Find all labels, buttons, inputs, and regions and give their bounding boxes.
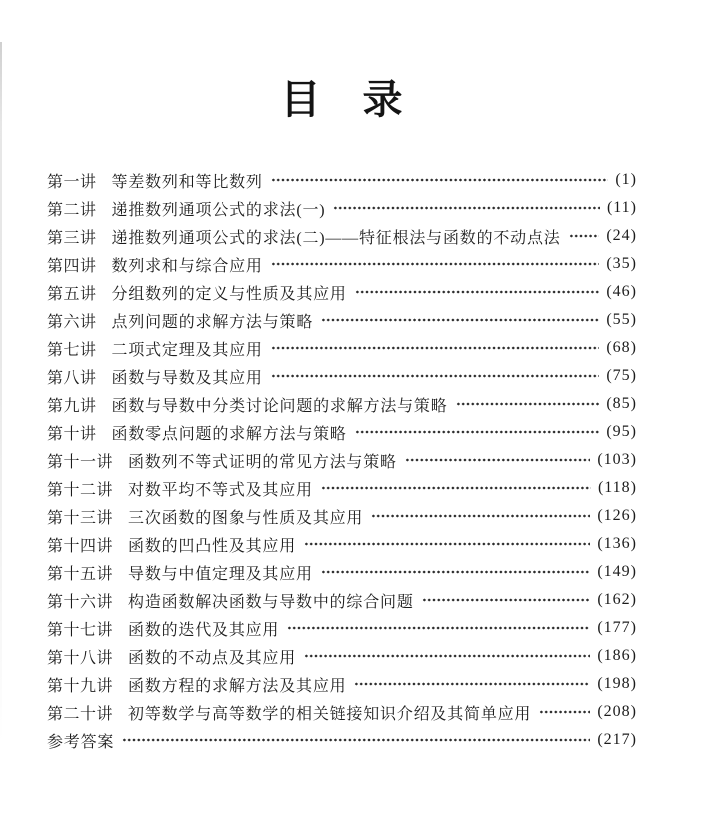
- toc-entry-label: 第十三讲: [47, 509, 114, 527]
- toc-entry-page: (11): [606, 199, 637, 216]
- toc-entry-label: 第九讲: [47, 397, 97, 415]
- toc-entry: [47, 278, 637, 306]
- toc-entry-page: (126): [597, 507, 637, 524]
- dot-leader: [287, 620, 590, 636]
- dot-leader: [333, 200, 600, 216]
- toc-entry-page: (103): [597, 451, 637, 468]
- toc-entry-title: 函数的不动点及其应用: [128, 649, 297, 667]
- toc-entry: [47, 586, 637, 614]
- toc-entry-label: 第一讲: [47, 173, 97, 191]
- toc-entry-title: 函数与导数中分类讨论问题的求解方法与策略: [111, 397, 448, 415]
- toc-entry-title: 递推数列通项公式的求法(二)——特征根法与函数的不动点法: [111, 229, 561, 247]
- toc-entry-title: 函数零点问题的求解方法与策略: [111, 425, 347, 443]
- toc-entry-label: 第五讲: [47, 285, 97, 303]
- toc-entry: [47, 474, 637, 502]
- toc-entry: [47, 614, 637, 642]
- toc-entry: [47, 670, 637, 698]
- dot-leader: [321, 480, 591, 496]
- dot-leader: [355, 284, 600, 300]
- toc-entry-page: (46): [606, 283, 637, 300]
- toc-entry-title: 点列问题的求解方法与策略: [111, 313, 314, 331]
- toc-entry-title: 三次函数的图象与性质及其应用: [128, 509, 364, 527]
- toc-list: [47, 166, 637, 754]
- toc-entry-page: (95): [606, 423, 637, 440]
- toc-entry-title: 函数方程的求解方法及其应用: [128, 677, 347, 695]
- dot-leader: [271, 256, 600, 272]
- dot-leader: [271, 172, 609, 188]
- toc-entry-label: 第二十讲: [47, 705, 114, 723]
- toc-entry: [47, 334, 637, 362]
- toc-entry: [47, 166, 637, 194]
- dot-leader: [354, 676, 590, 692]
- toc-entry-page: (162): [597, 591, 637, 608]
- toc-entry: [47, 390, 637, 418]
- dot-leader: [355, 424, 600, 440]
- toc-entry: [47, 530, 637, 558]
- toc-entry-title: 二项式定理及其应用: [111, 341, 263, 359]
- toc-entry-label: 第三讲: [47, 229, 97, 247]
- dot-leader: [321, 312, 599, 328]
- dot-leader: [569, 228, 600, 244]
- toc-entry-label: 第七讲: [47, 341, 97, 359]
- dot-leader: [405, 452, 591, 468]
- toc-entry-title: 等差数列和等比数列: [111, 173, 263, 191]
- toc-entry-label: 第十讲: [47, 425, 97, 443]
- toc-entry-page: (1): [615, 171, 637, 188]
- dot-leader: [371, 508, 590, 524]
- toc-entry-page: (85): [606, 395, 637, 412]
- toc-entry-page: (186): [597, 647, 637, 664]
- toc-entry-page: (68): [606, 339, 637, 356]
- dot-leader: [422, 592, 591, 608]
- toc-entry-page: (35): [606, 255, 637, 272]
- toc-entry-label: 第十二讲: [47, 481, 114, 499]
- toc-entry-label: 第十六讲: [47, 593, 114, 611]
- toc-entry-title: 构造函数解决函数与导数中的综合问题: [128, 593, 414, 611]
- toc-entry-title: 函数的凹凸性及其应用: [128, 537, 297, 555]
- toc-entry-title: 函数的迭代及其应用: [128, 621, 280, 639]
- toc-entry: [47, 502, 637, 530]
- page-title: 目 录: [280, 77, 404, 122]
- dot-leader: [304, 536, 590, 552]
- toc-entry: [47, 558, 637, 586]
- toc-entry-label: 第二讲: [47, 201, 97, 219]
- toc-entry-title: 对数平均不等式及其应用: [128, 481, 313, 499]
- toc-entry-page: (149): [597, 563, 637, 580]
- toc-entry: [47, 418, 637, 446]
- toc-entry-label: 第十五讲: [47, 565, 114, 583]
- toc-entry-title: 参考答案: [47, 733, 115, 751]
- toc-entry: [47, 194, 637, 222]
- toc-entry: [47, 446, 637, 474]
- dot-leader: [271, 368, 600, 384]
- toc-entry-label: 第四讲: [47, 257, 97, 275]
- toc-entry-label: 第六讲: [47, 313, 97, 331]
- toc-entry-label: 第十八讲: [47, 649, 114, 667]
- toc-entry: [47, 250, 637, 278]
- toc-entry-title: 分组数列的定义与性质及其应用: [111, 285, 347, 303]
- toc-entry-title: 导数与中值定理及其应用: [128, 565, 313, 583]
- dot-leader: [539, 704, 590, 720]
- toc-entry-title: 数列求和与综合应用: [111, 257, 263, 275]
- dot-leader: [304, 648, 590, 664]
- toc-entry: [47, 306, 637, 334]
- toc-entry-page: (217): [597, 731, 637, 748]
- scan-edge-artifact: [0, 42, 2, 742]
- toc-entry-title: 递推数列通项公式的求法(一): [111, 201, 326, 219]
- toc-entry-page: (136): [597, 535, 637, 552]
- toc-entry-page: (24): [606, 227, 637, 244]
- dot-leader: [321, 564, 591, 580]
- toc-entry-page: (75): [606, 367, 637, 384]
- toc-entry-title: 函数列不等式证明的常见方法与策略: [128, 453, 397, 471]
- toc-entry-title: 初等数学与高等数学的相关链接知识介绍及其简单应用: [128, 705, 532, 723]
- toc-entry-label: 第十九讲: [47, 677, 114, 695]
- toc-entry-page: (55): [606, 311, 637, 328]
- toc-entry-label: 第十七讲: [47, 621, 114, 639]
- toc-entry: [47, 726, 637, 754]
- toc-entry-label: 第八讲: [47, 369, 97, 387]
- toc-entry-label: 第十一讲: [47, 453, 114, 471]
- toc-entry: [47, 642, 637, 670]
- dot-leader: [456, 396, 600, 412]
- toc-entry-page: (118): [597, 479, 637, 496]
- dot-leader: [271, 340, 600, 356]
- toc-entry-label: 第十四讲: [47, 537, 114, 555]
- dot-leader: [122, 732, 590, 748]
- toc-entry: [47, 222, 637, 250]
- toc-entry-page: (208): [597, 703, 637, 720]
- toc-entry: [47, 698, 637, 726]
- toc-entry-page: (198): [597, 675, 637, 692]
- toc-entry-title: 函数与导数及其应用: [111, 369, 263, 387]
- toc-entry: [47, 362, 637, 390]
- toc-entry-page: (177): [597, 619, 637, 636]
